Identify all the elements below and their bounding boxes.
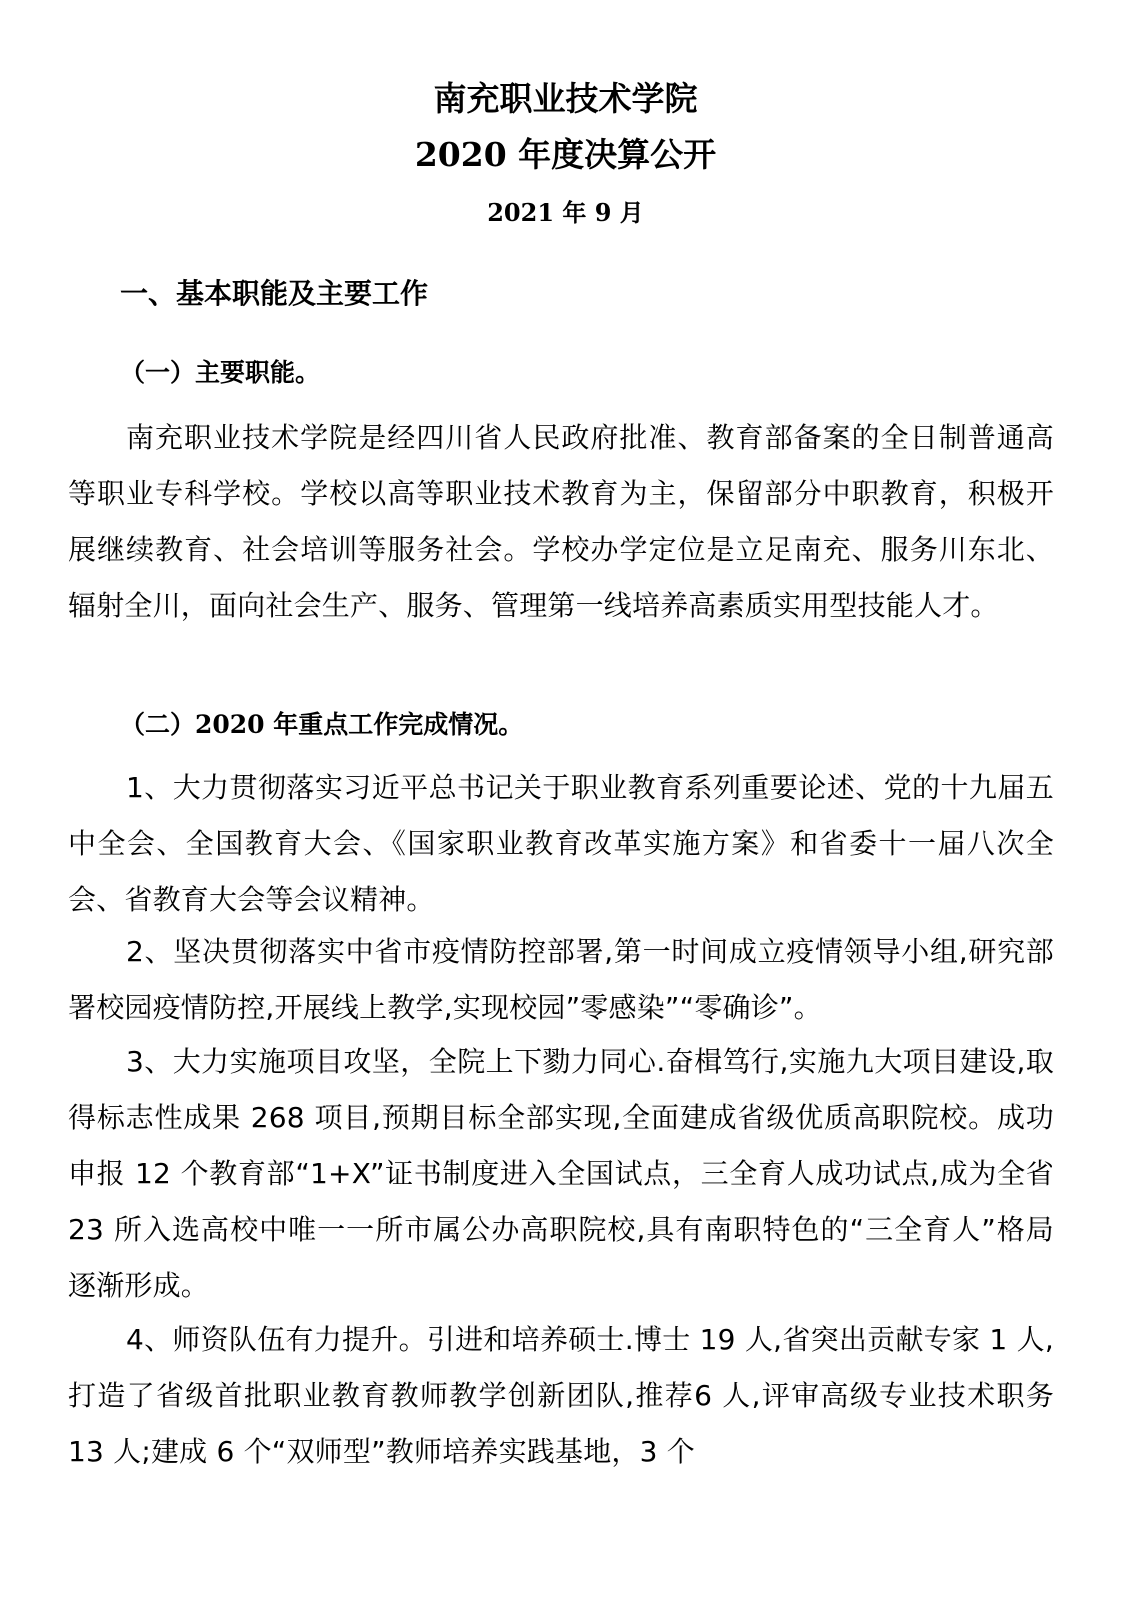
document-title: 南充职业技术学院: [433, 79, 698, 118]
paragraph-item-4: 4、师资队伍有力提升。引进和培养硕士.博士 19 人,省突出贡献专家 1 人,打造了省级首批职业教育教师教学创新团队,推荐6 人,评审高级专业技术职务 13 人;建成 6 个“双师型”教师培养实践基地，3 个: [68, 1323, 1054, 1468]
paragraph-item-1: 1、大力贯彻落实习近平总书记关于职业教育系列重要论述、党的十九届五中全会、全国教育大会、《国家职业教育改革实施方案》和省委十一届八次全会、省教育大会等会议精神。: [68, 771, 1054, 916]
subheading-main-functions: （一）主要职能。: [120, 358, 321, 387]
paragraph-intro: 南充职业技术学院是经四川省人民政府批准、教育部备案的全日制普通高等职业专科学校。学校以高等职业技术教育为主，保留部分中职教育，积极开展继续教育、社会培训等服务社会。学校办学定位是立足南充、服务川东北、辐射全川，面向社会生产、服务、管理第一线培养高素质实用型技能人才。: [68, 421, 1054, 622]
paragraph-item-2: 2、坚决贯彻落实中省市疫情防控部署,第一时间成立疫情领导小组,研究部署校园疫情防控,开展线上教学,实现校园”零感染”“零确诊”。: [68, 935, 1054, 1024]
document-date: 2021 年 9 月: [487, 198, 644, 227]
subheading-key-work-2020: （二）2020 年重点工作完成情况。: [120, 710, 524, 739]
section-heading-basic-functions: 一、基本职能及主要工作: [120, 277, 429, 310]
paragraph-item-3: 3、大力实施项目攻坚，全院上下勠力同心.奋楫笃行,实施九大项目建设,取得标志性成果 268 项目,预期目标全部实现,全面建成省级优质高职院校。成功申报 12 个教育部“1+X”证书制度进入全国试点，三全育人成功试点,成为全省 23 所入选高校中唯一一所市属公办高职院校,具有南职特色的“三全育人”格局逐渐形成。: [68, 1045, 1054, 1302]
document-subtitle: 2020 年度决算公开: [414, 135, 717, 174]
